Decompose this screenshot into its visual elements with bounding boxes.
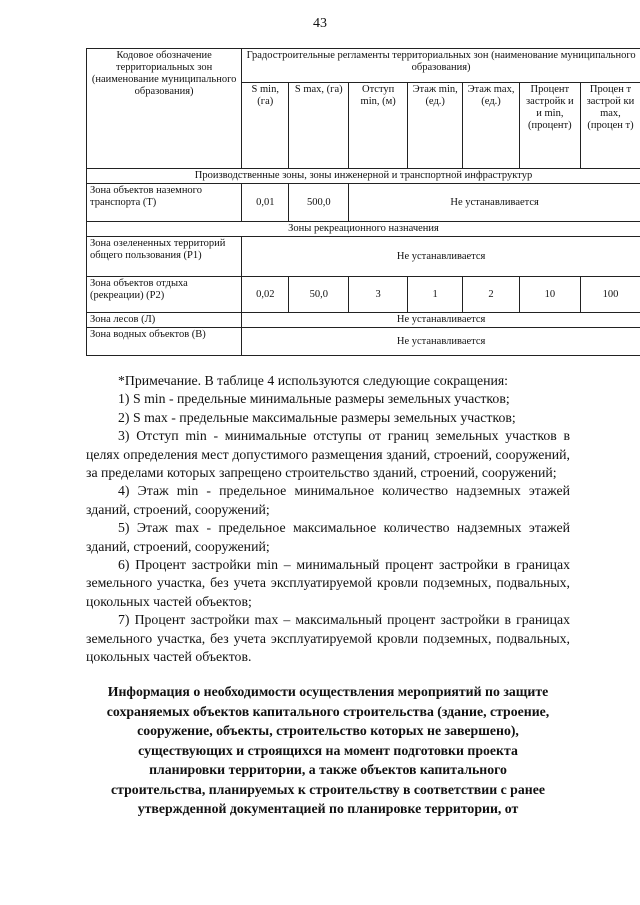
col-header-floors-min: Этаж min, (ед.)	[408, 83, 463, 169]
zone-name: Зона лесов (Л)	[87, 313, 242, 328]
heading-line: сооружение, объекты, строительство которых не завершено),	[137, 723, 519, 738]
cell-coverage-max: 100	[580, 277, 640, 313]
cell-not-established: Не устанавливается	[242, 328, 640, 356]
note-paragraph: 3) Отступ min - минимальные отступы от границ земельных участков в целях определения мест допустимого размещения зданий, строений, сооружений, за пределами которых запрещено строительство зданий, строений, сооружений;	[86, 428, 570, 481]
cell-not-established: Не устанавливается	[349, 184, 640, 222]
col-header-smax: S max, (га)	[289, 83, 349, 169]
cell-not-established: Не устанавливается	[242, 313, 640, 328]
table-header-row	[87, 49, 640, 83]
heading-line: планировки территории, а также объектов капитального	[149, 762, 507, 777]
cell-coverage-min: 10	[519, 277, 580, 313]
heading-line: строительства, планируемых к строительству в соответствии с ранее	[111, 781, 545, 797]
section-row-industrial	[87, 169, 640, 184]
note-paragraph: 4) Этаж min - предельное минимальное количество надземных этажей зданий, строений, сооружений;	[86, 483, 570, 517]
heading-line: сохраняемых объектов капитального строительства (здание, строение,	[106, 703, 550, 719]
zone-name: Зона объектов наземного транспорта (Т)	[87, 184, 242, 222]
note-paragraph: 6) Процент застройки min – минимальный процент застройки в границах земельного участка, без учета эксплуатируемой кровли подземных, подвальных, цокольных частей объектов;	[86, 557, 570, 609]
section-heading	[86, 682, 570, 819]
cell-smin: 0,02	[242, 277, 289, 313]
note-paragraph: 2) S max - предельные максимальные размеры земельных участков;	[118, 409, 516, 425]
regulations-group-header: Градостроительные регламенты территориальных зон (наименование муниципального образования)	[242, 49, 640, 83]
note-paragraph: 7) Процент застройки max – максимальный процент застройки в границах земельного участка, без учета эксплуатируемой кровли подземных, подвальных, цокольных частей объектов.	[86, 612, 570, 665]
page-number: 43	[313, 16, 327, 31]
zones-regulations-table	[86, 48, 640, 356]
note-paragraph: 5) Этаж max - предельное максимальное количество надземных этажей зданий, строений, сооружений;	[86, 520, 570, 554]
cell-floors-min: 1	[408, 277, 463, 313]
table-row-r1	[87, 237, 640, 277]
section-row-recreational	[87, 222, 640, 237]
col-header-setback-min: Отступ min, (м)	[349, 83, 408, 169]
section-title: Зоны рекреационного назначения	[87, 222, 640, 237]
heading-line: утвержденной документацией по планировке территории, от	[137, 801, 519, 816]
cell-not-established: Не устанавливается	[242, 237, 640, 277]
table-row-r2	[87, 277, 640, 313]
table-row-t	[87, 184, 640, 222]
heading-line: существующих и строящихся на момент подготовки проекта	[138, 742, 518, 758]
zone-name: Зона объектов отдыха (рекреации) (Р2)	[87, 277, 242, 313]
cell-smax: 50,0	[289, 277, 349, 313]
col-header-coverage-max: Процен т застрой ки max, (процен т)	[580, 83, 640, 169]
heading-line: Информация о необходимости осуществления мероприятий по защите	[107, 684, 549, 699]
table-row-l	[87, 313, 640, 328]
zone-name: Зона водных объектов (В)	[87, 328, 242, 356]
note-paragraph: *Примечание. В таблице 4 используются следующие сокращения:	[118, 373, 509, 388]
abbreviation-notes	[86, 372, 570, 667]
cell-smax: 500,0	[289, 184, 349, 222]
col-header-coverage-min: Процент застройк и и min, (процент)	[519, 83, 580, 169]
cell-setback-min: 3	[349, 277, 408, 313]
zone-name: Зона озелененных территорий общего пользования (Р1)	[87, 237, 242, 277]
code-column-header: Кодовое обозначение территориальных зон (наименование муниципального образования)	[87, 49, 242, 169]
cell-smin: 0,01	[242, 184, 289, 222]
cell-floors-max: 2	[463, 277, 519, 313]
table-row-v	[87, 328, 640, 356]
note-paragraph: 1) S min - предельные минимальные размеры земельных участков;	[118, 391, 510, 407]
col-header-floors-max: Этаж max, (ед.)	[463, 83, 519, 169]
col-header-smin: S min, (га)	[242, 83, 289, 169]
section-title: Производственные зоны, зоны инженерной и транспортной инфраструктур	[87, 169, 640, 184]
